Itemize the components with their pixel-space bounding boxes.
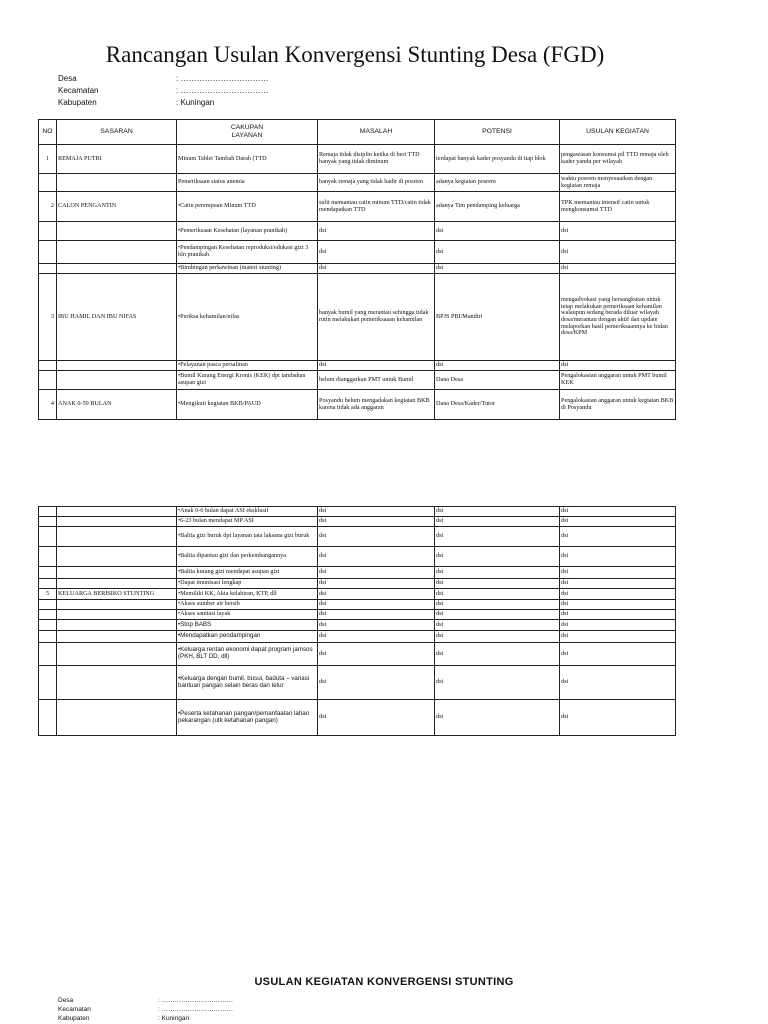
table-row bbox=[39, 527, 676, 547]
table-row bbox=[39, 222, 676, 241]
cell-usulan: dst bbox=[560, 589, 676, 600]
cell-no bbox=[39, 527, 57, 547]
table-row bbox=[39, 361, 676, 371]
cell-potensi: terdapat banyak kader posyandu di tiap blok bbox=[435, 145, 560, 174]
table-row bbox=[39, 600, 676, 610]
cell-potensi: dst bbox=[435, 600, 560, 610]
cell-cakupan: •Peserta ketahanan pangan/pemanfaatan lahan pekarangan (utk ketahanan pangan) bbox=[177, 700, 318, 736]
cell-cakupan: •Periksa kehamilan/nifas bbox=[177, 274, 318, 361]
cell-masalah: dst bbox=[318, 517, 435, 527]
cell-no bbox=[39, 361, 57, 371]
cell-cakupan: •Pelayanan pasca persalinan bbox=[177, 361, 318, 371]
cell-potensi: Dana Desa/Kader/Tutor bbox=[435, 390, 560, 420]
info-value: : …………………………… bbox=[158, 1006, 234, 1013]
footer-location-info bbox=[58, 996, 233, 1023]
cell-no bbox=[39, 643, 57, 666]
cell-potensi: dst bbox=[435, 527, 560, 547]
proposal-table-part-2 bbox=[38, 506, 676, 736]
cell-no: 1 bbox=[39, 145, 57, 174]
cell-masalah: belum dianggarkan PMT untuk Bumil bbox=[318, 371, 435, 390]
cell-no bbox=[39, 174, 57, 192]
cell-cakupan: •Balita dipantau gizi dan perkembangannya bbox=[177, 547, 318, 567]
cell-sasaran bbox=[57, 517, 177, 527]
location-info bbox=[58, 73, 268, 109]
cell-no bbox=[39, 666, 57, 700]
cell-masalah: Posyandu belum mengadakan kegiatan BKB karena tidak ada anggaran bbox=[318, 390, 435, 420]
cell-usulan: Pengalokasian anggaran untuk PMT bumil KEK bbox=[560, 371, 676, 390]
cell-no: 3 bbox=[39, 274, 57, 361]
cell-sasaran bbox=[57, 264, 177, 274]
cell-masalah: sulit memantau catin minum TTD/catin tidak mendapatkan TTD bbox=[318, 192, 435, 222]
cell-masalah: dst bbox=[318, 579, 435, 589]
cell-cakupan: •Catin perempuan Minum TTD bbox=[177, 192, 318, 222]
cell-sasaran bbox=[57, 620, 177, 631]
cell-potensi: dst bbox=[435, 620, 560, 631]
table-row bbox=[39, 666, 676, 700]
cell-cakupan: •Keluarga dengan bumil, busui, baduta – variasi bantuan pangan selain beras dan telur bbox=[177, 666, 318, 700]
cell-potensi: dst bbox=[435, 610, 560, 620]
cell-cakupan: •Dapat imunisasi lengkap bbox=[177, 579, 318, 589]
cell-cakupan: Minum Tablet Tambah Darah (TTD bbox=[177, 145, 318, 174]
cell-sasaran bbox=[57, 241, 177, 264]
cell-usulan: dst bbox=[560, 222, 676, 241]
cell-no bbox=[39, 507, 57, 517]
cell-potensi: dst bbox=[435, 700, 560, 736]
cell-masalah: dst bbox=[318, 610, 435, 620]
cell-masalah: banyak bumil yang merantau sehingga tidak rutin melakukan pemeriksaaan kehamilan bbox=[318, 274, 435, 361]
cell-potensi: dst bbox=[435, 567, 560, 579]
cell-potensi: dst bbox=[435, 241, 560, 264]
cell-masalah: dst bbox=[318, 666, 435, 700]
cell-masalah: dst bbox=[318, 547, 435, 567]
cell-no bbox=[39, 579, 57, 589]
cell-masalah: banyak remaja yang tidak hadir di posrem bbox=[318, 174, 435, 192]
info-label: Desa bbox=[58, 997, 74, 1004]
footer-info-row-desa bbox=[58, 996, 233, 1005]
cell-sasaran bbox=[57, 567, 177, 579]
info-value: : …………………………… bbox=[176, 86, 269, 95]
cell-no bbox=[39, 631, 57, 643]
cell-no bbox=[39, 567, 57, 579]
cell-no: 5 bbox=[39, 589, 57, 600]
cell-potensi: dst bbox=[435, 579, 560, 589]
cell-potensi: dst bbox=[435, 517, 560, 527]
cell-potensi: dst bbox=[435, 507, 560, 517]
table-row bbox=[39, 174, 676, 192]
cell-potensi: dst bbox=[435, 589, 560, 600]
cell-potensi: BPJS PBI/Mandiri bbox=[435, 274, 560, 361]
cell-no bbox=[39, 620, 57, 631]
cell-usulan: dst bbox=[560, 527, 676, 547]
cell-sasaran bbox=[57, 610, 177, 620]
cell-sasaran: IBU HAMIL DAN IBU NIFAS bbox=[57, 274, 177, 361]
info-value: : Kuningan bbox=[176, 98, 215, 107]
cell-potensi: dst bbox=[435, 361, 560, 371]
cell-usulan: dst bbox=[560, 610, 676, 620]
table-row bbox=[39, 517, 676, 527]
cell-usulan: dst bbox=[560, 361, 676, 371]
table-header-row bbox=[39, 120, 676, 145]
cell-usulan: dst bbox=[560, 620, 676, 631]
cell-usulan: dst bbox=[560, 507, 676, 517]
cell-masalah: Remaja tidak disiplin ketika di beri TTD banyak yang tidak diminum bbox=[318, 145, 435, 174]
table-row bbox=[39, 631, 676, 643]
cell-potensi: adanya Tim pendamping keluarga bbox=[435, 192, 560, 222]
cell-sasaran: CALON PENGANTIN bbox=[57, 192, 177, 222]
cell-cakupan: •Keluarga rentan ekonomi dapat program jamsos (PKH, BLT DD, dll) bbox=[177, 643, 318, 666]
cell-cakupan: •Bimbingan perkawinan (materi stunting) bbox=[177, 264, 318, 274]
cell-cakupan: •Mengikuti kegiatan BKB/PAUD bbox=[177, 390, 318, 420]
info-label: Kecamatan bbox=[58, 1006, 91, 1013]
cell-usulan: dst bbox=[560, 700, 676, 736]
header-potensi: POTENSI bbox=[435, 120, 560, 145]
info-label: Kabupaten bbox=[58, 1015, 90, 1022]
cell-no bbox=[39, 547, 57, 567]
cell-no bbox=[39, 264, 57, 274]
table-row bbox=[39, 192, 676, 222]
cell-usulan: waktu posrem menyesuaikan dengan kegiatan remaja bbox=[560, 174, 676, 192]
cell-no bbox=[39, 222, 57, 241]
table-row bbox=[39, 390, 676, 420]
cell-sasaran bbox=[57, 643, 177, 666]
cell-cakupan: •Akses sanitasi layak bbox=[177, 610, 318, 620]
footer-title: USULAN KEGIATAN KONVERGENSI STUNTING bbox=[254, 976, 514, 988]
table-row bbox=[39, 643, 676, 666]
info-row-desa bbox=[58, 73, 268, 85]
table-row bbox=[39, 589, 676, 600]
cell-usulan: Pengalokasian anggaran untuk kegiatan BKB di Posyandu bbox=[560, 390, 676, 420]
cell-sasaran bbox=[57, 371, 177, 390]
cell-no bbox=[39, 610, 57, 620]
cell-cakupan: •Balita kurang gizi mendapat asupan gizi bbox=[177, 567, 318, 579]
cell-cakupan: •Stop BABS bbox=[177, 620, 318, 631]
cell-masalah: dst bbox=[318, 241, 435, 264]
cell-potensi: dst bbox=[435, 222, 560, 241]
cell-sasaran: ANAK 0-59 BULAN bbox=[57, 390, 177, 420]
cell-sasaran bbox=[57, 666, 177, 700]
cell-potensi: dst bbox=[435, 547, 560, 567]
cell-masalah: dst bbox=[318, 589, 435, 600]
cell-sasaran bbox=[57, 631, 177, 643]
cell-potensi: adanya kegiatan posrem bbox=[435, 174, 560, 192]
cell-cakupan: •Anak 0-6 bulan dapat ASI eksklusif bbox=[177, 507, 318, 517]
table-row bbox=[39, 547, 676, 567]
cell-sasaran bbox=[57, 527, 177, 547]
header-cakupan-layanan: CAKUPAN LAYANAN bbox=[177, 120, 318, 145]
cell-masalah: dst bbox=[318, 600, 435, 610]
table-row bbox=[39, 274, 676, 361]
cell-usulan: dst bbox=[560, 600, 676, 610]
table-row bbox=[39, 567, 676, 579]
footer-info-row-kecamatan bbox=[58, 1005, 233, 1014]
info-row-kabupaten bbox=[58, 97, 268, 109]
cell-masalah: dst bbox=[318, 264, 435, 274]
cell-sasaran bbox=[57, 700, 177, 736]
cell-sasaran bbox=[57, 547, 177, 567]
info-label: Kecamatan bbox=[58, 86, 99, 95]
cell-sasaran bbox=[57, 507, 177, 517]
cell-masalah: dst bbox=[318, 620, 435, 631]
info-value: : …………………………… bbox=[158, 997, 234, 1004]
cell-usulan: pengawasan konsumsi pil TTD remaja oleh kader yandu per wilayah bbox=[560, 145, 676, 174]
cell-sasaran bbox=[57, 600, 177, 610]
table-row bbox=[39, 579, 676, 589]
table-row bbox=[39, 620, 676, 631]
table-row bbox=[39, 145, 676, 174]
cell-potensi: dst bbox=[435, 631, 560, 643]
page-title: Rancangan Usulan Konvergensi Stunting Desa (FGD) bbox=[105, 42, 605, 67]
cell-no bbox=[39, 371, 57, 390]
cell-usulan: dst bbox=[560, 547, 676, 567]
info-value: : …………………………… bbox=[176, 74, 269, 83]
footer-info-row-kabupaten bbox=[58, 1014, 233, 1023]
table-row bbox=[39, 610, 676, 620]
cell-usulan: dst bbox=[560, 517, 676, 527]
cell-cakupan: •Pemeriksaan Kesehatan (layanan pranikah) bbox=[177, 222, 318, 241]
cell-masalah: dst bbox=[318, 631, 435, 643]
header-usulan-kegiatan: USULAN KEGIATAN bbox=[560, 120, 676, 145]
cell-no bbox=[39, 241, 57, 264]
info-row-kecamatan bbox=[58, 85, 268, 97]
cell-no bbox=[39, 600, 57, 610]
info-label: Kabupaten bbox=[58, 98, 97, 107]
cell-sasaran bbox=[57, 579, 177, 589]
cell-cakupan: •Mendapatkan pendampingan bbox=[177, 631, 318, 643]
cell-masalah: dst bbox=[318, 700, 435, 736]
cell-sasaran bbox=[57, 222, 177, 241]
cell-masalah: dst bbox=[318, 361, 435, 371]
cell-usulan: dst bbox=[560, 666, 676, 700]
table-row bbox=[39, 700, 676, 736]
header-sasaran: SASARAN bbox=[57, 120, 177, 145]
cell-usulan: mengadvokasi yang bersangkutan untuk tetap melakukan pemeriksaan kehamilan walaupun sedang berada diluar wilayah desa/merantau dengan aktif dan update melaporkan hasil pemeriksaannya ke bidan desa/KPM bbox=[560, 274, 676, 361]
table-row bbox=[39, 241, 676, 264]
cell-potensi: dst bbox=[435, 264, 560, 274]
table-row bbox=[39, 371, 676, 390]
cell-cakupan: •Bumil Kurang Energi Kronis (KEK) dpt tambahan asupan gizi bbox=[177, 371, 318, 390]
cell-usulan: dst bbox=[560, 567, 676, 579]
cell-masalah: dst bbox=[318, 507, 435, 517]
cell-potensi: dst bbox=[435, 643, 560, 666]
cell-cakupan: Pemeriksaan status anemia bbox=[177, 174, 318, 192]
cell-sasaran bbox=[57, 174, 177, 192]
cell-cakupan: •Akses sumber air bersih bbox=[177, 600, 318, 610]
info-value: : Kuningan bbox=[158, 1015, 190, 1022]
cell-potensi: Dana Desa bbox=[435, 371, 560, 390]
cell-masalah: dst bbox=[318, 222, 435, 241]
cell-usulan: dst bbox=[560, 643, 676, 666]
cell-cakupan: •6-23 bulan mendapat MP ASI bbox=[177, 517, 318, 527]
cell-sasaran: REMAJA PUTRI bbox=[57, 145, 177, 174]
cell-masalah: dst bbox=[318, 643, 435, 666]
header-no: NO bbox=[39, 120, 57, 145]
table-row bbox=[39, 507, 676, 517]
cell-usulan: dst bbox=[560, 631, 676, 643]
cell-masalah: dst bbox=[318, 527, 435, 547]
cell-cakupan: •Memiliki KK, Akta kelahiran, KTP, dll bbox=[177, 589, 318, 600]
header-masalah: MASALAH bbox=[318, 120, 435, 145]
cell-no bbox=[39, 700, 57, 736]
cell-usulan: TPK memantau intensif catin untuk mengkonsumsi TTD bbox=[560, 192, 676, 222]
cell-cakupan: •Balita gizi buruk dpt layanan tata laksana gizi buruk bbox=[177, 527, 318, 547]
proposal-table-part-1 bbox=[38, 119, 676, 420]
table-row bbox=[39, 264, 676, 274]
cell-cakupan: •Pendampingan Kesehatan reproduksi/edukasi gizi 3 bln pranikah bbox=[177, 241, 318, 264]
cell-sasaran bbox=[57, 361, 177, 371]
cell-sasaran: KELUARGA BERISIKO STUNTING bbox=[57, 589, 177, 600]
cell-usulan: dst bbox=[560, 579, 676, 589]
cell-masalah: dst bbox=[318, 567, 435, 579]
cell-potensi: dst bbox=[435, 666, 560, 700]
info-label: Desa bbox=[58, 74, 77, 83]
cell-no: 2 bbox=[39, 192, 57, 222]
cell-no: 4 bbox=[39, 390, 57, 420]
cell-usulan: dst bbox=[560, 264, 676, 274]
cell-no bbox=[39, 517, 57, 527]
cell-usulan: dst bbox=[560, 241, 676, 264]
